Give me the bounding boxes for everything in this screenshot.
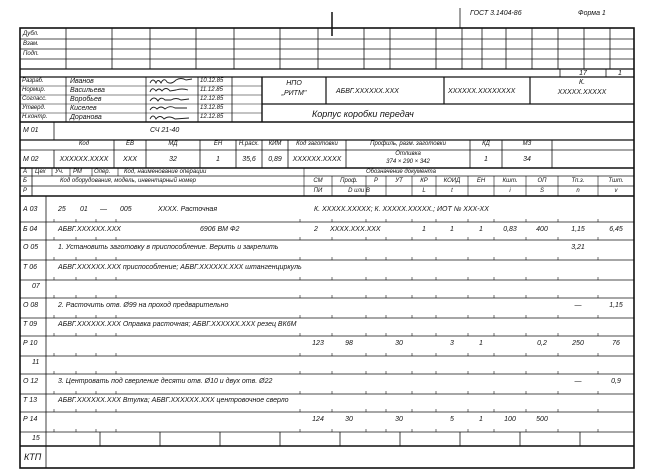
mat-value: 35,6 xyxy=(242,156,256,163)
stamp-name: Воробьев xyxy=(70,96,102,103)
col-header: Уч. xyxy=(55,169,64,175)
approval-podp: Подп. xyxy=(23,51,39,57)
row-code: Т 06 xyxy=(23,264,38,271)
cell: 01 xyxy=(80,206,88,213)
col-header: ЕН xyxy=(476,178,486,184)
stamp-date: 13.12.85 xyxy=(200,105,224,111)
cell: — xyxy=(574,302,582,309)
col-header: Код оборудования, модель, инвентарный номер xyxy=(60,178,197,184)
mat-value: XXXXXX.XXXX xyxy=(292,156,342,163)
cell: 0,83 xyxy=(503,226,517,233)
cell: 1 xyxy=(479,226,483,233)
stamp-date: 12.12.85 xyxy=(200,96,224,102)
col-header: t xyxy=(451,188,453,194)
row-code: А 03 xyxy=(23,206,38,213)
col-header: n xyxy=(576,188,580,194)
operation-name: XXXX. Расточная xyxy=(158,206,218,213)
stamp-role: Разраб. xyxy=(22,78,44,84)
cell: 123 xyxy=(312,340,324,347)
col-header: РМ xyxy=(73,169,82,175)
row-code: 07 xyxy=(32,283,40,290)
header-prefix-b: Б xyxy=(23,178,27,184)
material-grade: СЧ 21-40 xyxy=(150,127,180,134)
cell: 1 xyxy=(422,226,426,233)
cell: 3 xyxy=(450,340,454,347)
signature-mark xyxy=(150,116,189,119)
operation-text: 3. Центровать под сверление десяти отв. Ø10 и двух отв. Ø22 xyxy=(58,378,273,385)
letter-code: XXXXX.XXXXX xyxy=(557,89,607,96)
footer-ktp: КТП xyxy=(24,452,42,462)
cell: 1 xyxy=(479,340,483,347)
row-code-m01: М 01 xyxy=(23,127,39,134)
cell: 1 xyxy=(479,416,483,423)
cell: — xyxy=(100,206,107,213)
cell: 76 xyxy=(612,340,620,347)
blank-type: Отливка xyxy=(395,151,421,157)
cell: — xyxy=(574,378,582,385)
header-prefix-r: Р xyxy=(23,188,28,194)
mat-value: 34 xyxy=(523,156,531,163)
document-refs: К. XXXXX.XXXXX; К. XXXXX.XXXXX.; ИОТ № XXX-XX xyxy=(314,206,489,213)
mat-header: ЕН xyxy=(213,141,223,147)
operation-text: 2. Расточить отв. Ø99 на проход предварительно xyxy=(58,302,229,309)
cell: 2 xyxy=(314,226,318,233)
cell: 400 xyxy=(536,226,548,233)
col-header: Тп.з. xyxy=(571,178,585,184)
tooling-text: АБВГ.XXXXXX.XXX приспособление; АБВГ.XXXXXX.XXX штангенциркуль xyxy=(58,264,302,271)
sheet-count: 17 xyxy=(579,70,587,77)
signature-mark xyxy=(150,79,192,84)
mat-header: Код заготовки xyxy=(296,141,338,147)
col-header: ОП xyxy=(537,178,547,184)
mat-value: 32 xyxy=(169,156,177,163)
col-header: i xyxy=(509,188,511,194)
stamp-date: 10.12.85 xyxy=(200,78,224,84)
cell: 30 xyxy=(395,416,403,423)
cell: 3,21 xyxy=(571,244,585,251)
col-header: КР xyxy=(420,178,428,184)
mat-header: КИМ xyxy=(268,141,282,147)
org-line2: „РИТМ" xyxy=(281,90,307,97)
cell: 005 xyxy=(120,206,132,213)
stamp-date: 11.12.85 xyxy=(200,87,223,93)
cell: 25 xyxy=(58,206,66,213)
cell: 1,15 xyxy=(609,302,623,309)
mat-value: XXXXXX.XXXX xyxy=(59,156,109,163)
signature-mark xyxy=(150,98,189,101)
row-code: Б 04 xyxy=(23,226,38,233)
row-code: 15 xyxy=(32,435,40,442)
tooling-text: АБВГ.XXXXXX.XXX Втулка; АБВГ.XXXXXX.XXX центровочное сверло xyxy=(58,397,289,404)
part-name: Корпус коробки передач xyxy=(312,109,414,119)
row-code: О 12 xyxy=(23,378,39,385)
row-code: Р 10 xyxy=(23,340,38,347)
row-code: Т 09 xyxy=(23,321,38,328)
mat-header: Профиль, разм. заготовки xyxy=(370,141,446,147)
blank-size: 374 × 290 × 342 xyxy=(386,159,430,165)
letter: К. xyxy=(578,79,586,86)
row-code: Р 14 xyxy=(23,416,38,423)
mat-value: 1 xyxy=(484,156,488,163)
col-header: КОИД xyxy=(443,178,461,184)
mat-value: 1 xyxy=(216,156,220,163)
stamp-role: Согласс. xyxy=(22,96,47,102)
stamp-name: Киселев xyxy=(70,105,97,112)
cell: XXXX.XXX.XXX xyxy=(330,226,381,233)
sheet-number: 1 xyxy=(618,70,622,77)
cell: 6906 ВМ Ф2 xyxy=(200,226,240,233)
cell: 1,15 xyxy=(571,226,585,233)
cell: 500 xyxy=(536,416,548,423)
col-header: Тшт. xyxy=(608,178,624,184)
form-label: Форма 1 xyxy=(578,10,606,17)
mat-value: 0,89 xyxy=(268,156,282,163)
mat-header: Код xyxy=(78,141,90,147)
cell: 0,2 xyxy=(537,340,547,347)
operation-text: 1. Установить заготовку в приспособление. Верить и закрепить xyxy=(58,244,279,251)
mat-header: Н.расх. xyxy=(238,141,260,147)
col-header: S xyxy=(539,188,544,194)
cell: 98 xyxy=(345,340,353,347)
signature-mark xyxy=(150,89,188,93)
tooling-text: АБВГ.XXXXXX.XXX Оправка расточная; АБВГ.XXXXXX.XXX резец ВК6М xyxy=(58,321,297,328)
standard-label: ГОСТ 3.1404-86 xyxy=(470,10,522,17)
cell: 6,45 xyxy=(609,226,623,233)
col-header: D или В xyxy=(348,188,370,194)
cell: 30 xyxy=(345,416,353,423)
cell: 250 xyxy=(572,340,584,347)
stamp-role: Утверд. xyxy=(22,105,46,111)
col-header: Опер. xyxy=(94,169,111,175)
approval-vzam: Взам. xyxy=(23,41,39,47)
row-code: О 08 xyxy=(23,302,39,309)
stamp-name: Доранова xyxy=(70,114,102,121)
col-header: ПИ xyxy=(313,188,323,194)
mat-header: КД xyxy=(482,141,490,147)
stamp-role: Н.контр. xyxy=(22,114,48,120)
col-header: СМ xyxy=(313,178,323,184)
doc-code-2: XXXXXX.XXXXXXXX xyxy=(448,88,516,95)
cell: 124 xyxy=(312,416,324,423)
cell: 5 xyxy=(450,416,454,423)
cell: АБВГ.XXXXXX.XXX xyxy=(58,226,121,233)
stamp-role: Нормир. xyxy=(22,87,46,93)
stamp-date: 12.12.85 xyxy=(200,114,224,120)
mat-header: ЕВ xyxy=(125,141,134,147)
mat-value: XXX xyxy=(122,156,137,163)
row-code: О 05 xyxy=(23,244,39,251)
col-header: v xyxy=(614,188,618,194)
signature-mark xyxy=(150,107,187,110)
row-code-m02: М 02 xyxy=(23,156,39,163)
stamp-name: Иванов xyxy=(70,78,94,85)
col-header: Обозначение документа xyxy=(366,169,436,175)
col-header: Р xyxy=(373,178,378,184)
col-header: Проф. xyxy=(340,178,358,184)
col-header: Код, наименование операции xyxy=(124,169,207,175)
col-header: Цех xyxy=(35,169,46,175)
row-code: 11 xyxy=(32,359,40,366)
cell: 0,9 xyxy=(611,378,621,385)
col-header: Кшт. xyxy=(502,178,518,184)
cell: 1 xyxy=(450,226,454,233)
mat-header: МЗ xyxy=(522,141,532,147)
org-line1: НПО xyxy=(286,80,302,87)
approval-dubl: Дубл. xyxy=(23,31,39,37)
header-prefix-a: А xyxy=(23,169,28,175)
stamp-name: Васильева xyxy=(70,87,105,94)
mat-header: МД xyxy=(168,141,178,147)
row-code: Т 13 xyxy=(23,397,38,404)
col-header: УТ xyxy=(395,178,403,184)
doc-code: АБВГ.XXXXXX.XXX xyxy=(336,88,399,95)
cell: 30 xyxy=(395,340,403,347)
cell: 100 xyxy=(504,416,516,423)
col-header: L xyxy=(422,188,426,194)
